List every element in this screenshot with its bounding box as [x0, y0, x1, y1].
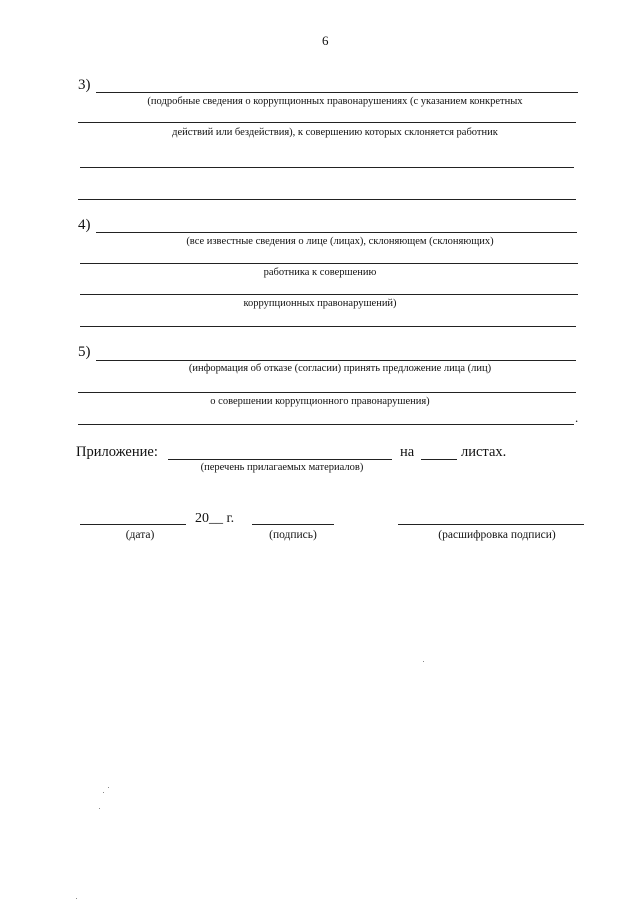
signature-caption: (подпись): [269, 529, 317, 541]
section-5-caption-2: о совершении коррупционного правонарушения): [210, 396, 430, 407]
scan-speck: [99, 808, 100, 809]
attachment-sheets-line: [421, 459, 457, 460]
date-line: [80, 524, 186, 525]
section-4-line-2: [80, 263, 578, 264]
signature-decode-caption: (расшифровка подписи): [438, 529, 556, 541]
section-3-number: 3): [78, 77, 91, 93]
attachment-list-line: [168, 459, 392, 460]
section-4-line-4: [80, 326, 576, 327]
scan-speck: [108, 787, 109, 788]
section-3-caption-2: действий или бездействия), к совершению которых склоняется работник: [172, 127, 498, 138]
section-5-number: 5): [78, 344, 91, 360]
section-3-line-4: [78, 199, 576, 200]
section-4-line-1: [96, 232, 577, 233]
year-label: 20__ г.: [195, 511, 235, 526]
section-5-line-2: [78, 392, 576, 393]
attachment-label: Приложение:: [76, 444, 158, 460]
section-4-caption-2: работника к совершению: [263, 267, 377, 278]
section-4-caption-1: (все известные сведения о лице (лицах), склоняющем (склоняющих): [186, 236, 494, 247]
attachment-caption: (перечень прилагаемых материалов): [200, 462, 364, 473]
attachment-sheets-label: листах.: [461, 444, 507, 460]
section-3-line-2: [78, 122, 576, 123]
section-4-line-3: [80, 294, 578, 295]
date-caption: (дата): [125, 529, 155, 541]
section-5-line-3: [78, 424, 574, 425]
section-3-caption-1: (подробные сведения о коррупционных правонарушениях (с указанием конкретных: [147, 96, 523, 107]
section-3-line-1: [96, 92, 578, 93]
scan-speck: [423, 661, 424, 662]
section-3-line-3: [80, 167, 574, 168]
scan-speck: [103, 792, 104, 793]
scan-speck: [76, 898, 77, 899]
signature-decode-line: [398, 524, 584, 525]
attachment-on-label: на: [400, 444, 415, 460]
section-5-caption-1: (информация об отказе (согласии) принять предложение лица (лиц): [188, 363, 492, 374]
signature-line: [252, 524, 334, 525]
section-5-end-dot: .: [575, 410, 579, 425]
section-4-caption-3: коррупционных правонарушений): [243, 298, 397, 309]
section-4-number: 4): [78, 217, 91, 233]
section-5-line-1: [96, 360, 576, 361]
page-number: 6: [322, 33, 329, 48]
